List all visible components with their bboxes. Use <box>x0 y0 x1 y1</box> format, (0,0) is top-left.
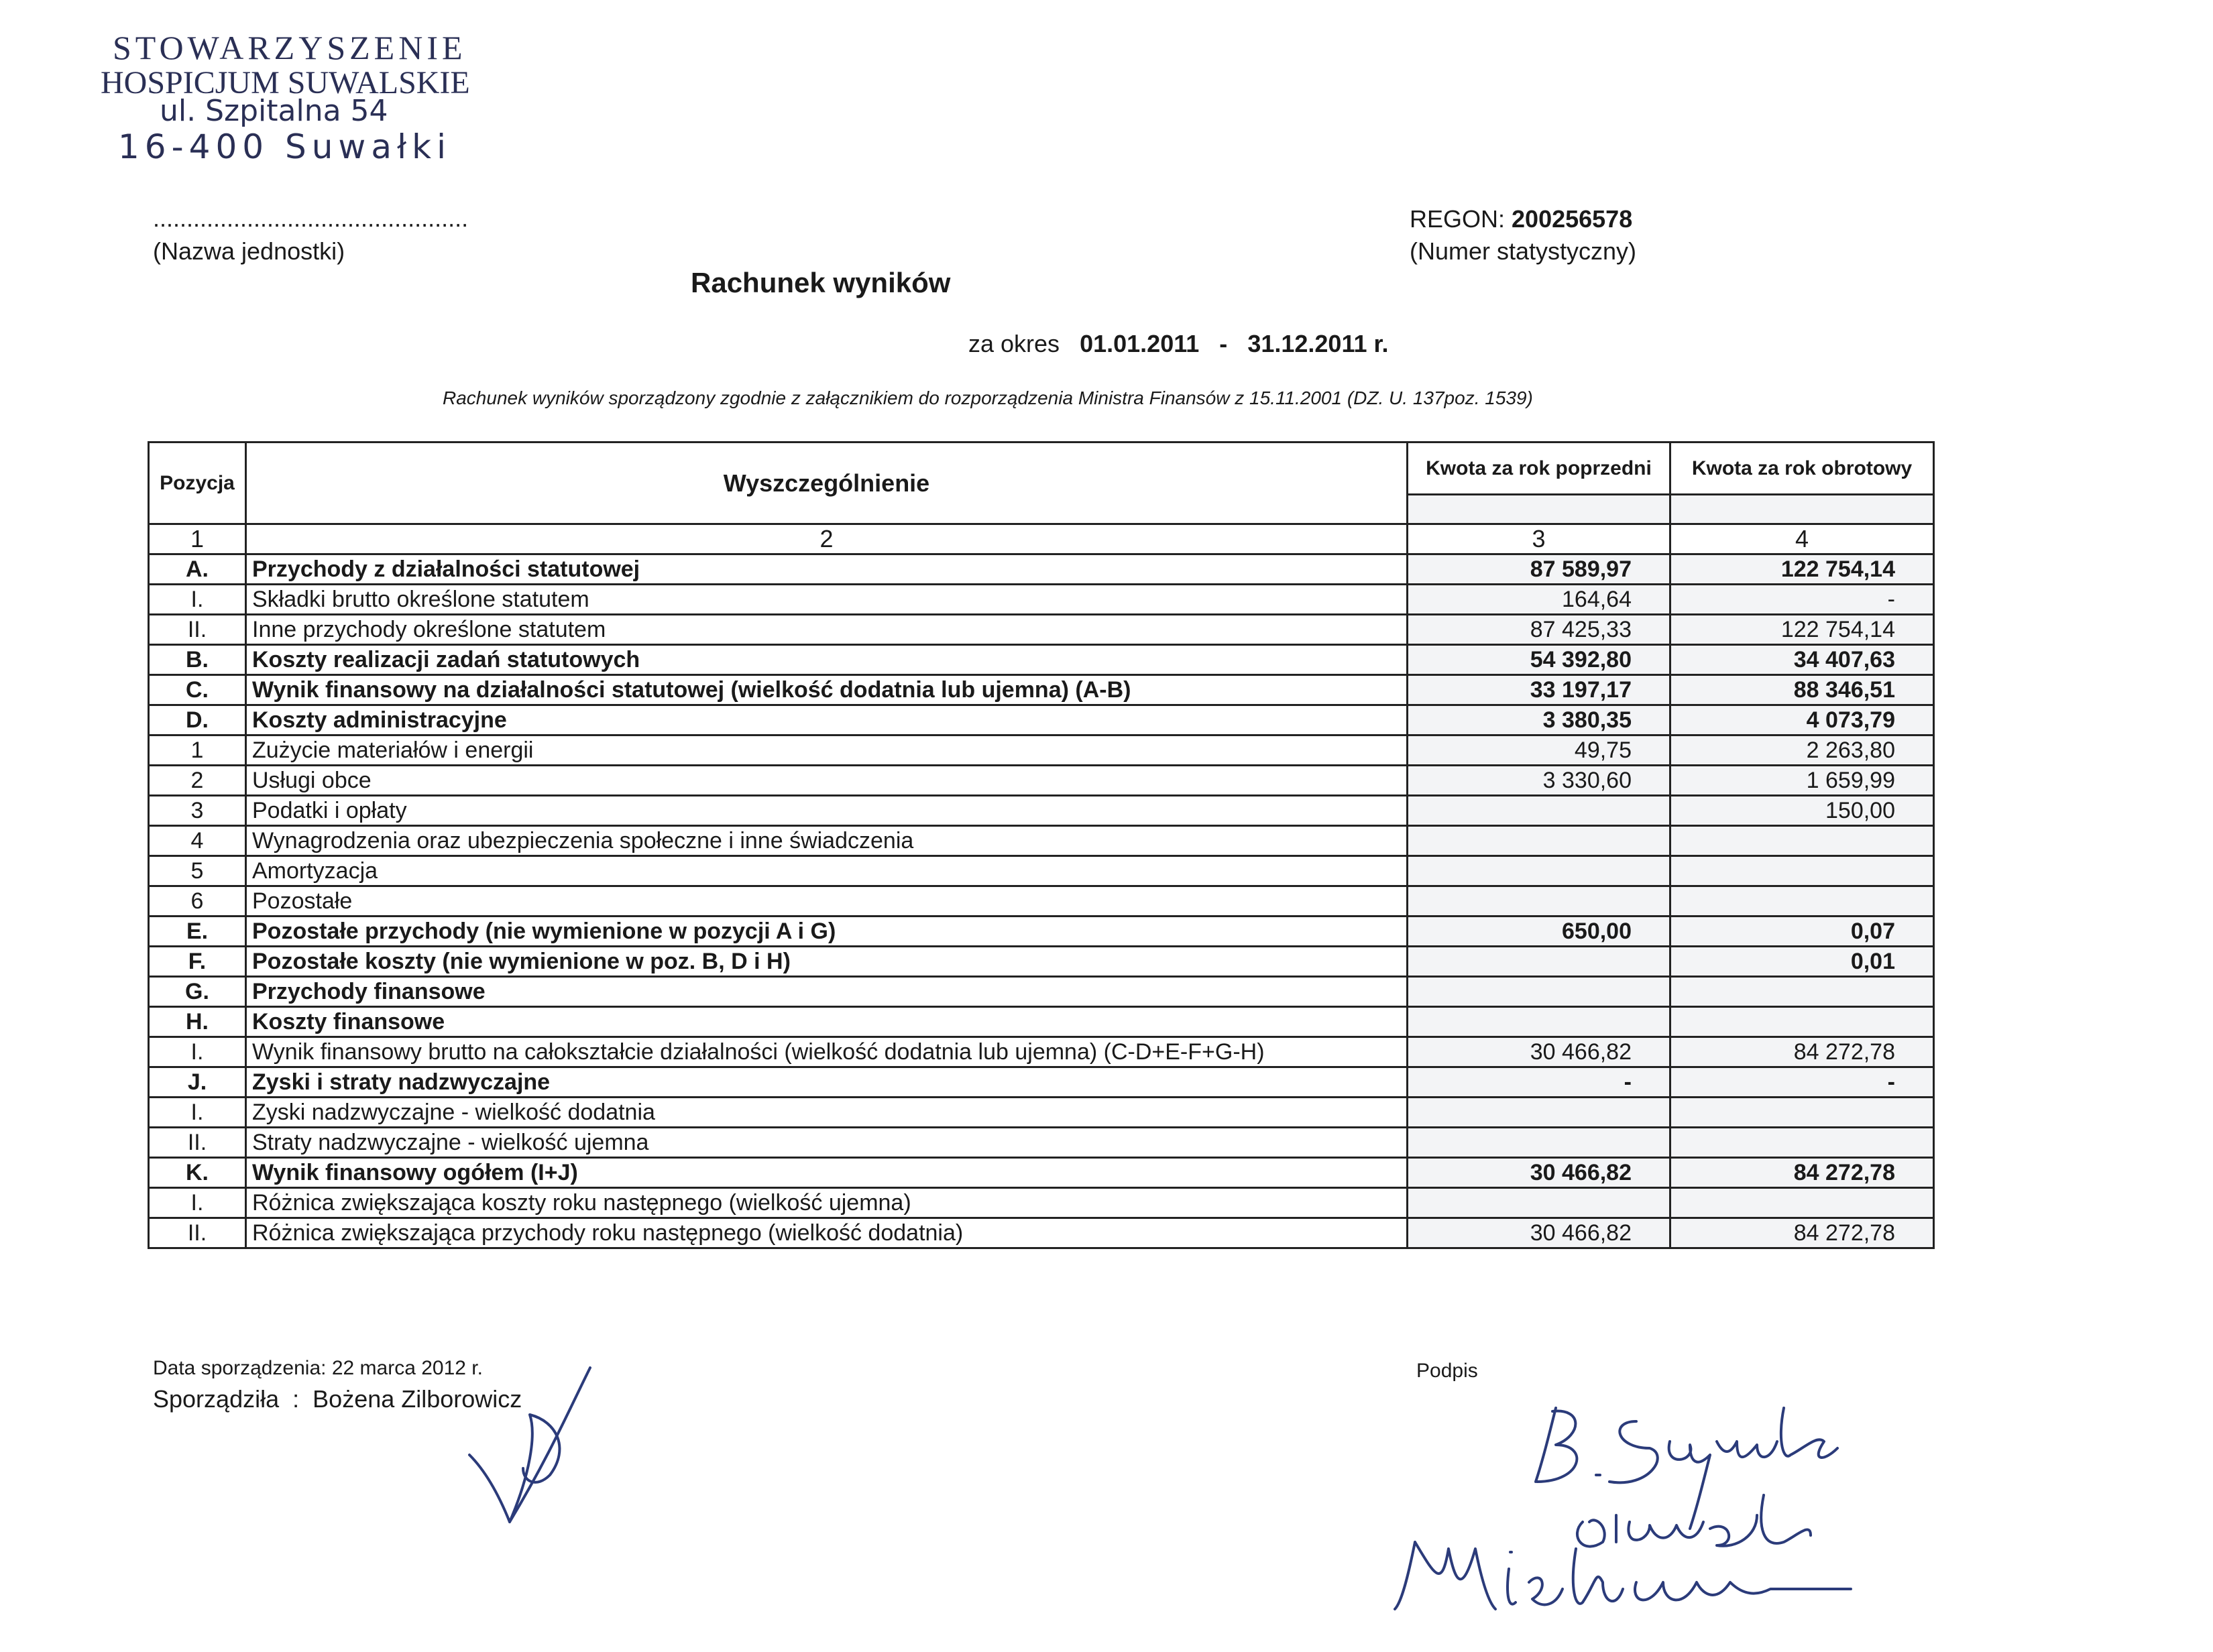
row-position: C. <box>149 675 246 705</box>
regon-value: 200256578 <box>1512 205 1633 233</box>
row-previous-year: - <box>1408 1067 1670 1098</box>
table-row <box>149 1098 1934 1128</box>
row-position: 4 <box>149 826 246 856</box>
table-row <box>149 705 1934 735</box>
row-previous-year: 87 589,97 <box>1408 554 1670 585</box>
row-previous-year <box>1408 1188 1670 1218</box>
row-position: 3 <box>149 796 246 826</box>
row-current-year <box>1670 1188 1934 1218</box>
row-description: Inne przychody określone statutem <box>246 615 1408 645</box>
row-previous-year: 49,75 <box>1408 735 1670 766</box>
row-description: Usługi obce <box>246 766 1408 796</box>
row-current-year: 34 407,63 <box>1670 645 1934 675</box>
stamp-line-1: STOWARZYSZENIE <box>113 29 467 66</box>
row-previous-year: 164,64 <box>1408 585 1670 615</box>
table-row <box>149 1037 1934 1067</box>
row-current-year <box>1670 886 1934 917</box>
table-row <box>149 826 1934 856</box>
row-position: A. <box>149 554 246 585</box>
signature-label: Podpis <box>1416 1360 1478 1382</box>
row-position: J. <box>149 1067 246 1098</box>
row-description: Pozostałe <box>246 886 1408 917</box>
row-previous-year: 650,00 <box>1408 917 1670 947</box>
column-index-3: 3 <box>1408 524 1670 554</box>
table-row <box>149 977 1934 1007</box>
board-signatures <box>1381 1381 1891 1622</box>
table-row <box>149 1007 1934 1037</box>
row-description: Przychody finansowe <box>246 977 1408 1007</box>
period-label: za okres <box>968 330 1060 357</box>
row-position: 5 <box>149 856 246 886</box>
unit-name-caption: (Nazwa jednostki) <box>153 237 345 265</box>
row-description: Różnica zwiększająca koszty roku następnego (wielkość ujemna) <box>246 1188 1408 1218</box>
regon-caption: (Numer statystyczny) <box>1410 237 1637 265</box>
row-position: D. <box>149 705 246 735</box>
row-description: Zyski nadzwyczajne - wielkość dodatnia <box>246 1098 1408 1128</box>
row-current-year: - <box>1670 585 1934 615</box>
table-row <box>149 947 1934 977</box>
header-current-year-blank <box>1670 495 1934 524</box>
row-description: Zużycie materiałów i energii <box>246 735 1408 766</box>
row-current-year <box>1670 1098 1934 1128</box>
regon-label: REGON: <box>1410 205 1506 233</box>
period-from: 01.01.2011 <box>1080 330 1200 357</box>
row-current-year: 84 272,78 <box>1670 1218 1934 1248</box>
row-current-year: 1 659,99 <box>1670 766 1934 796</box>
legal-note: Rachunek wyników sporządzony zgodnie z załącznikiem do rozporządzenia Ministra Finansów z 15.11.2001 (DZ. U. 137poz. 1539) <box>443 388 1533 408</box>
row-position: I. <box>149 1188 246 1218</box>
row-position: II. <box>149 615 246 645</box>
row-previous-year <box>1408 1128 1670 1158</box>
header-previous-year: Kwota za rok poprzedni <box>1408 442 1670 495</box>
preparer-signature <box>456 1354 604 1529</box>
row-description: Straty nadzwyczajne - wielkość ujemna <box>246 1128 1408 1158</box>
row-position: 6 <box>149 886 246 917</box>
column-index-4: 4 <box>1670 524 1934 554</box>
row-position: F. <box>149 947 246 977</box>
page-title: Rachunek wyników <box>691 267 951 298</box>
table-row <box>149 675 1934 705</box>
date-prepared: Data sporządzenia: 22 marca 2012 r. <box>153 1357 483 1379</box>
unit-name-dots: ............................................... <box>153 204 469 232</box>
row-current-year: - <box>1670 1067 1934 1098</box>
row-previous-year <box>1408 826 1670 856</box>
period <box>968 330 1389 358</box>
stamp-line-4: 16-400 Suwałki <box>118 127 452 166</box>
row-current-year: 84 272,78 <box>1670 1158 1934 1188</box>
row-previous-year: 33 197,17 <box>1408 675 1670 705</box>
table-row <box>149 735 1934 766</box>
row-current-year: 122 754,14 <box>1670 554 1934 585</box>
stamp-line-2: HOSPICJUM SUWALSKIE <box>101 65 470 101</box>
table-row <box>149 1188 1934 1218</box>
row-previous-year: 3 380,35 <box>1408 705 1670 735</box>
row-position: 2 <box>149 766 246 796</box>
row-previous-year: 3 330,60 <box>1408 766 1670 796</box>
row-position: II. <box>149 1128 246 1158</box>
row-description: Wynik finansowy ogółem (I+J) <box>246 1158 1408 1188</box>
row-description: Amortyzacja <box>246 856 1408 886</box>
row-description: Wynik finansowy na działalności statutowej (wielkość dodatnia lub ujemna) (A-B) <box>246 675 1408 705</box>
prepared-by-separator: : <box>292 1385 300 1413</box>
table-row <box>149 856 1934 886</box>
row-previous-year: 54 392,80 <box>1408 645 1670 675</box>
table-row <box>149 1158 1934 1188</box>
table-row <box>149 886 1934 917</box>
regon <box>1410 205 1632 233</box>
row-description: Koszty administracyjne <box>246 705 1408 735</box>
table-row <box>149 615 1934 645</box>
header-current-year: Kwota za rok obrotowy <box>1670 442 1934 495</box>
row-previous-year: 87 425,33 <box>1408 615 1670 645</box>
row-previous-year: 30 466,82 <box>1408 1158 1670 1188</box>
row-current-year <box>1670 826 1934 856</box>
row-position: K. <box>149 1158 246 1188</box>
period-separator: - <box>1219 330 1228 357</box>
table-row <box>149 1128 1934 1158</box>
row-position: E. <box>149 917 246 947</box>
row-position: I. <box>149 1098 246 1128</box>
row-current-year: 2 263,80 <box>1670 735 1934 766</box>
row-previous-year <box>1408 977 1670 1007</box>
row-previous-year: 30 466,82 <box>1408 1037 1670 1067</box>
row-position: I. <box>149 1037 246 1067</box>
row-current-year: 0,01 <box>1670 947 1934 977</box>
table-row <box>149 645 1934 675</box>
income-statement-table <box>148 441 1935 1249</box>
stamp-line-3: ul. Szpitalna 54 <box>160 94 388 128</box>
row-position: G. <box>149 977 246 1007</box>
prepared-by-label: Sporządziła <box>153 1385 280 1413</box>
row-current-year: 84 272,78 <box>1670 1037 1934 1067</box>
table-row <box>149 766 1934 796</box>
row-current-year <box>1670 1128 1934 1158</box>
column-index-2: 2 <box>246 524 1408 554</box>
row-current-year: 88 346,51 <box>1670 675 1934 705</box>
column-index-1: 1 <box>149 524 246 554</box>
row-description: Pozostałe koszty (nie wymienione w poz. B, D i H) <box>246 947 1408 977</box>
header-position: Pozycja <box>149 442 246 524</box>
row-previous-year <box>1408 1098 1670 1128</box>
row-current-year <box>1670 977 1934 1007</box>
table-row <box>149 796 1934 826</box>
header-description: Wyszczególnienie <box>246 442 1408 524</box>
table-row <box>149 1067 1934 1098</box>
row-position: H. <box>149 1007 246 1037</box>
row-description: Zyski i straty nadzwyczajne <box>246 1067 1408 1098</box>
row-previous-year <box>1408 947 1670 977</box>
row-description: Wynagrodzenia oraz ubezpieczenia społeczne i inne świadczenia <box>246 826 1408 856</box>
row-position: 1 <box>149 735 246 766</box>
row-previous-year <box>1408 856 1670 886</box>
row-description: Przychody z działalności statutowej <box>246 554 1408 585</box>
row-previous-year <box>1408 796 1670 826</box>
row-description: Różnica zwiększająca przychody roku następnego (wielkość dodatnia) <box>246 1218 1408 1248</box>
prepared-by-name: Bożena Zilborowicz <box>313 1385 522 1413</box>
row-position: II. <box>149 1218 246 1248</box>
row-previous-year <box>1408 886 1670 917</box>
row-current-year: 4 073,79 <box>1670 705 1934 735</box>
table-row <box>149 554 1934 585</box>
row-description: Koszty realizacji zadań statutowych <box>246 645 1408 675</box>
column-index-row <box>149 524 1934 554</box>
row-description: Składki brutto określone statutem <box>246 585 1408 615</box>
table-row <box>149 917 1934 947</box>
row-current-year <box>1670 856 1934 886</box>
row-previous-year <box>1408 1007 1670 1037</box>
row-current-year: 122 754,14 <box>1670 615 1934 645</box>
header-previous-year-blank <box>1408 495 1670 524</box>
row-current-year: 0,07 <box>1670 917 1934 947</box>
row-description: Wynik finansowy brutto na całokształcie działalności (wielkość dodatnia lub ujemna) (C-D+E-F+G-H) <box>246 1037 1408 1067</box>
row-description: Pozostałe przychody (nie wymienione w pozycji A i G) <box>246 917 1408 947</box>
row-current-year <box>1670 1007 1934 1037</box>
table-row <box>149 1218 1934 1248</box>
row-position: B. <box>149 645 246 675</box>
table-header-row <box>149 442 1934 495</box>
table-row <box>149 585 1934 615</box>
row-position: I. <box>149 585 246 615</box>
row-current-year: 150,00 <box>1670 796 1934 826</box>
row-description: Koszty finansowe <box>246 1007 1408 1037</box>
row-previous-year: 30 466,82 <box>1408 1218 1670 1248</box>
period-to: 31.12.2011 r. <box>1247 330 1389 357</box>
row-description: Podatki i opłaty <box>246 796 1408 826</box>
